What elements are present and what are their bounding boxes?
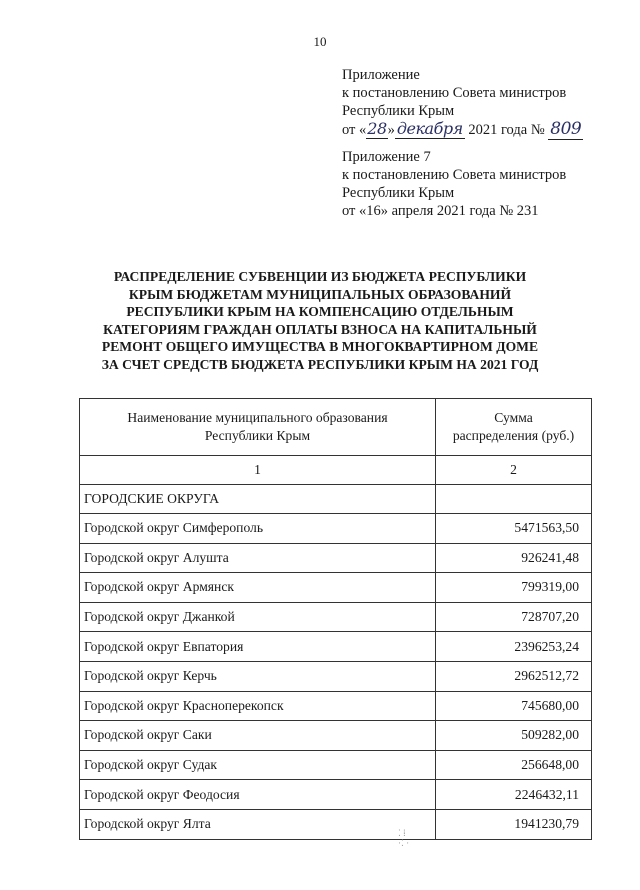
amount: 1941230,79 bbox=[436, 809, 592, 839]
amount: 728707,20 bbox=[436, 602, 592, 632]
appendix-new-line2: к постановлению Совета министров bbox=[342, 85, 567, 101]
appendix-new-line1: Приложение bbox=[342, 67, 420, 83]
amount: 2962512,72 bbox=[436, 661, 592, 691]
municipality-name: Городской округ Судак bbox=[80, 750, 436, 780]
table-row bbox=[80, 780, 592, 810]
table-header-row bbox=[80, 399, 592, 456]
title-line: РЕСПУБЛИКИ КРЫМ НА КОМПЕНСАЦИЮ ОТДЕЛЬНЫМ bbox=[126, 304, 514, 319]
group-label: ГОРОДСКИЕ ОКРУГА bbox=[80, 485, 436, 514]
title-line: РЕМОНТ ОБЩЕГО ИМУЩЕСТВА В МНОГОКВАРТИРНОМ ДОМЕ bbox=[101, 339, 539, 354]
table-row bbox=[80, 543, 592, 573]
scan-mark-decoration: ⁚ ⁞ ·⁚ · bbox=[398, 828, 410, 848]
amount: 2246432,11 bbox=[436, 780, 592, 810]
municipality-name: Городской округ Ялта bbox=[80, 809, 436, 839]
table-row bbox=[80, 691, 592, 721]
title-line: КАТЕГОРИЯМ ГРАЖДАН ОПЛАТЫ ВЗНОСА НА КАПИТАЛЬНЫЙ bbox=[103, 321, 537, 337]
header-amount-line2: распределения (руб.) bbox=[452, 428, 575, 443]
municipality-name: Городской округ Керчь bbox=[80, 661, 436, 691]
municipality-name: Городской округ Джанкой bbox=[80, 602, 436, 632]
header-amount bbox=[436, 399, 592, 456]
table-row bbox=[80, 573, 592, 603]
title-line: ЗА СЧЕТ СРЕДСТВ БЮДЖЕТА РЕСПУБЛИКИ КРЫМ НА 2021 ГОД bbox=[101, 356, 539, 372]
municipality-name: Городской округ Красноперекопск bbox=[80, 691, 436, 721]
handwritten-month: декабря bbox=[396, 119, 463, 138]
number-prefix: № bbox=[530, 122, 545, 138]
appendix-old-line3: Республики Крым bbox=[342, 185, 455, 201]
group-row bbox=[80, 485, 592, 514]
municipality-name: Городской округ Феодосия bbox=[80, 780, 436, 810]
header-amount-line1: Сумма bbox=[494, 410, 533, 425]
appendix-old-line2: к постановлению Совета министров bbox=[342, 167, 567, 183]
group-amount-empty bbox=[436, 485, 592, 514]
date-year: 2021 года bbox=[468, 122, 528, 138]
page-number: 10 bbox=[313, 34, 327, 49]
date-mid: » bbox=[387, 122, 395, 138]
table-row bbox=[80, 661, 592, 691]
municipality-name: Городской округ Саки bbox=[80, 721, 436, 751]
date-prefix: от « bbox=[342, 122, 367, 138]
municipality-name: Городской округ Армянск bbox=[80, 573, 436, 603]
municipality-name: Городской округ Симферополь bbox=[80, 514, 436, 544]
appendix-new-date-line bbox=[342, 120, 583, 139]
header-municipality-line2: Республики Крым bbox=[204, 428, 311, 443]
amount: 926241,48 bbox=[436, 543, 592, 573]
municipality-name: Городской округ Алушта bbox=[80, 543, 436, 573]
document-title bbox=[60, 268, 580, 373]
amount: 2396253,24 bbox=[436, 632, 592, 662]
column-number-row bbox=[80, 456, 592, 485]
column-number: 2 bbox=[436, 456, 592, 485]
municipality-name: Городской округ Евпатория bbox=[80, 632, 436, 662]
appendix-old-line1: Приложение 7 bbox=[342, 149, 431, 165]
column-number: 1 bbox=[80, 456, 436, 485]
appendix-old-block bbox=[342, 148, 566, 220]
handwritten-day: 28 bbox=[367, 119, 387, 138]
amount: 745680,00 bbox=[436, 691, 592, 721]
title-line: РАСПРЕДЕЛЕНИЕ СУБВЕНЦИИ ИЗ БЮДЖЕТА РЕСПУБЛИКИ bbox=[113, 269, 527, 284]
handwritten-number: 809 bbox=[550, 119, 582, 139]
table-row bbox=[80, 721, 592, 751]
title-line: КРЫМ БЮДЖЕТАМ МУНИЦИПАЛЬНЫХ ОБРАЗОВАНИЙ bbox=[128, 286, 512, 302]
table-row bbox=[80, 750, 592, 780]
table-row bbox=[80, 514, 592, 544]
header-municipality bbox=[80, 399, 436, 456]
table-row bbox=[80, 809, 592, 839]
amount: 5471563,50 bbox=[436, 514, 592, 544]
header-municipality-line1: Наименование муниципального образования bbox=[127, 410, 388, 425]
appendix-old-line4: от «16» апреля 2021 года № 231 bbox=[342, 203, 539, 219]
appendix-new-block bbox=[342, 66, 583, 139]
distribution-table bbox=[79, 398, 592, 840]
table-row bbox=[80, 602, 592, 632]
amount: 509282,00 bbox=[436, 721, 592, 751]
amount: 799319,00 bbox=[436, 573, 592, 603]
amount: 256648,00 bbox=[436, 750, 592, 780]
table-row bbox=[80, 632, 592, 662]
appendix-new-line3: Республики Крым bbox=[342, 103, 455, 119]
